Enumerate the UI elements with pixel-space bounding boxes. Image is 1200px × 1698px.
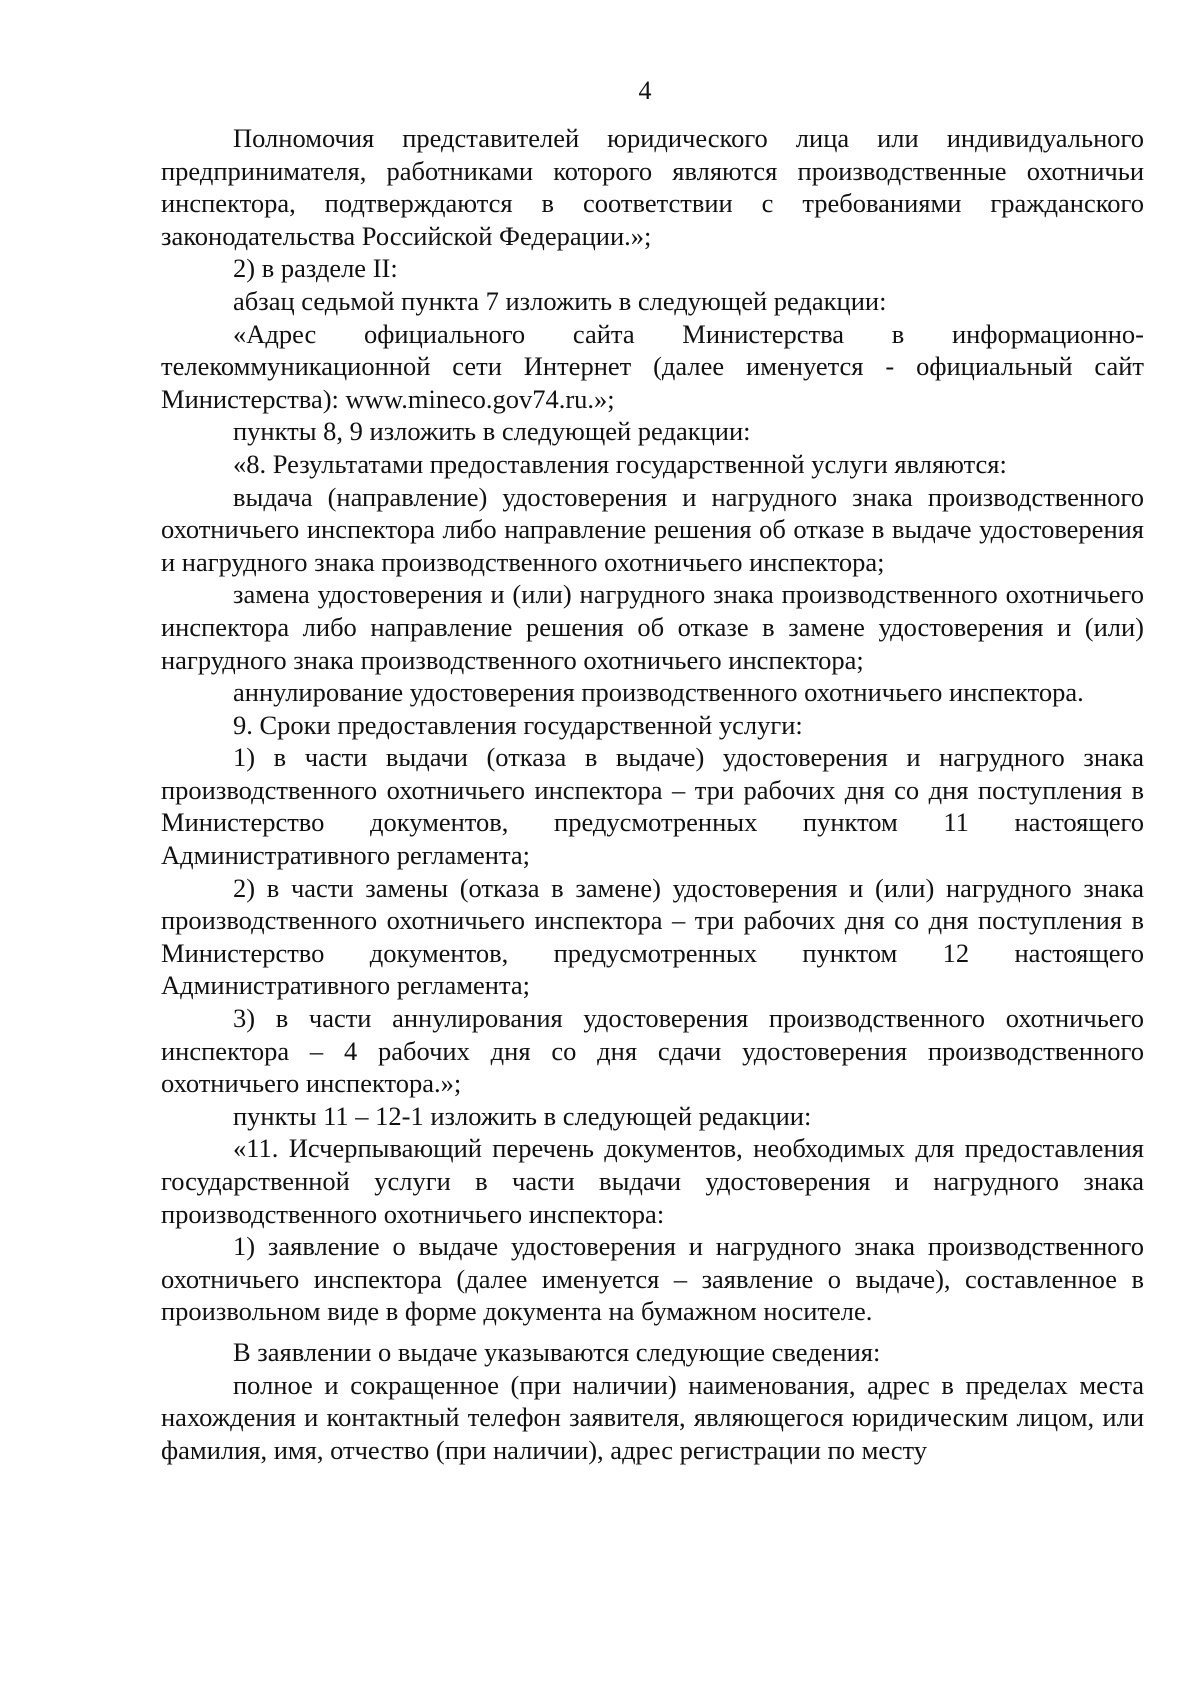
paragraph-item-11-documents: «11. Исчерпывающий перечень документов, необходимых для предоставления государственной услуги в части выдачи удостоверения и нагрудного знака производственного охотничьего инспектора:	[161, 1133, 1144, 1229]
paragraph-term-annulment: 3) в части аннулирования удостоверения производственного охотничьего инспектора – 4 рабочих дня со дня сдачи удостоверения производственного охотничьего инспектора.»;	[161, 1003, 1144, 1099]
paragraph-result-issuance: выдача (направление) удостоверения и нагрудного знака производственного охотничьего инспектора либо направление решения об отказе в выдаче удостоверения и нагрудного знака производственного охотничьего инспектора;	[161, 481, 1144, 577]
paragraph-section-ii: 2) в разделе II:	[233, 253, 398, 284]
paragraph-items-8-9-intro: пункты 8, 9 изложить в следующей редакции:	[233, 416, 751, 447]
paragraph-term-issuance: 1) в части выдачи (отказа в выдаче) удостоверения и нагрудного знака производственного охотничьего инспектора – три рабочих дня со дня поступления в Министерство документов, предусмотренных пунктом 11 настоящего Административного регламента;	[161, 742, 1144, 871]
paragraph-applicant-details: полное и сокращенное (при наличии) наименования, адрес в пределах места нахождения и контактный телефон заявителя, являющегося юридическим лицом, или фамилия, имя, отчество (при наличии), адрес регистрации по месту	[161, 1369, 1144, 1465]
paragraph-result-replacement: замена удостоверения и (или) нагрудного знака производственного охотничьего инспектора либо направление решения об отказе в замене удостоверения и (или) нагрудного знака производственного охотничьего инспектора;	[161, 579, 1144, 675]
document-body	[161, 122, 1144, 1466]
paragraph-official-site: «Адрес официального сайта Министерства в информационно-телекоммуникационной сети Интернет (далее именуется - официальный сайт Министерства): www.mineco.gov74.ru.»;	[161, 318, 1144, 414]
paragraph-result-annulment: аннулирование удостоверения производственного охотничьего инспектора.	[233, 677, 1084, 708]
page-number: 4	[638, 76, 652, 105]
paragraph-application: 1) заявление о выдаче удостоверения и нагрудного знака производственного охотничьего инспектора (далее именуется – заявление о выдаче), составленное в произвольном виде в форме документа на бумажном носителе.	[161, 1231, 1144, 1327]
paragraph-items-11-12-intro: пункты 11 – 12-1 изложить в следующей редакции:	[233, 1100, 812, 1131]
paragraph-item-9-terms: 9. Сроки предоставления государственной услуги:	[233, 709, 803, 740]
paragraph-item-8-results: «8. Результатами предоставления государственной услуги являются:	[233, 448, 1007, 479]
paragraph-term-replacement: 2) в части замены (отказа в замене) удостоверения и (или) нагрудного знака производственного охотничьего инспектора – три рабочих дня со дня поступления в Министерство документов, предусмотренных пунктом 12 настоящего Административного регламента;	[161, 872, 1144, 1001]
paragraph-representatives-powers: Полномочия представителей юридического лица или индивидуального предпринимателя, работниками которого являются производственные охотничьи инспектора, подтверждаются в соответствии с требованиями гражданского законодательства Российской Федерации.»;	[161, 123, 1144, 251]
paragraph-application-contents: В заявлении о выдаче указываются следующие сведения:	[233, 1336, 881, 1367]
paragraph-item-7-intro: абзац седьмой пункта 7 изложить в следующей редакции:	[233, 285, 887, 316]
